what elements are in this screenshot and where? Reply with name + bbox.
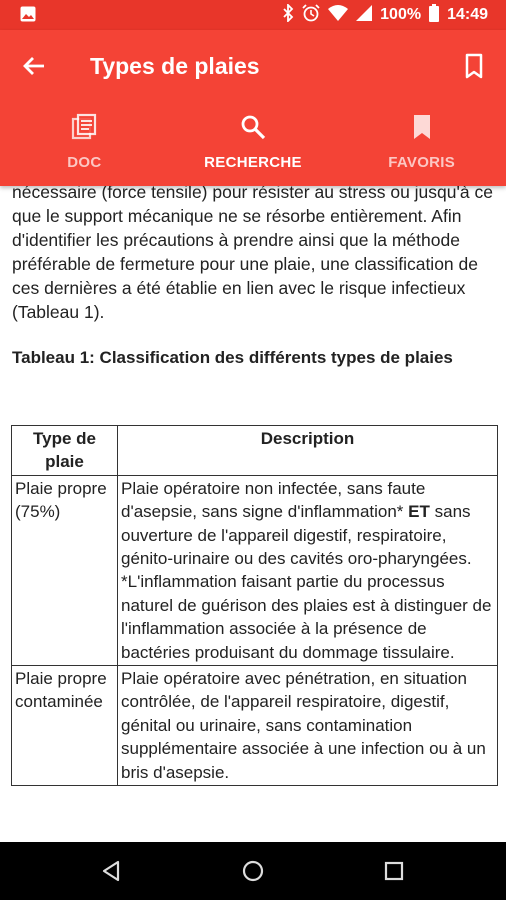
header-type: Type de plaie (12, 426, 118, 476)
triangle-back-icon (98, 857, 126, 885)
body-paragraph: nécessaire (force tensile) pour résister au stress ou jusqu'à ce que le support mécanique ne se résorbe entièrement. Afin d'identifier les précautions à prendre ainsi que la méthode préférable de fermeture pour une plaie, une classification de ces dernières a été établie en lien avec le risque infectieux (Tableau 1). (12, 186, 493, 322)
back-button[interactable] (18, 50, 50, 82)
status-bar (0, 0, 506, 30)
desc-emphasis: ET (408, 502, 430, 522)
tab-favoris[interactable] (337, 106, 506, 186)
square-recents-icon (380, 857, 408, 885)
classification-table (11, 425, 498, 786)
header-description: Description (118, 426, 498, 476)
app-bar (0, 30, 506, 186)
tab-bar (0, 106, 506, 186)
cell-description (118, 666, 498, 786)
bookmark-outline-icon (458, 50, 490, 82)
bookmark-icon (407, 112, 437, 142)
nav-recents-button[interactable] (380, 857, 408, 885)
document-content[interactable] (0, 186, 506, 842)
circle-home-icon (239, 857, 267, 885)
table-title: Tableau 1: Classification des différents types de plaies (12, 348, 453, 367)
wifi-icon (328, 5, 348, 26)
tab-recherche-label: RECHERCHE (204, 154, 302, 171)
desc-text: Plaie opératoire avec pénétration, en situation contrôlée, de l'appareil respiratoire, digestif, génital ou urinaire, sans contamination supplémentaire associée à une infection ou à un bris d'asepsie. (121, 669, 486, 782)
page-title: Types de plaies (90, 53, 260, 79)
cell-description (118, 475, 498, 665)
battery-icon (429, 4, 439, 27)
document-icon (69, 112, 99, 142)
image-notification-icon (20, 6, 36, 27)
table-header-row (12, 426, 498, 476)
cell-type: Plaie propre (75%) (12, 475, 118, 665)
tab-recherche[interactable] (169, 106, 338, 186)
bluetooth-icon (282, 4, 294, 27)
table-row (12, 475, 498, 665)
arrow-back-icon (18, 50, 50, 82)
search-icon (238, 112, 268, 142)
cell-type: Plaie propre contaminée (12, 666, 118, 786)
desc-text: sans ouverture de l'appareil digestif, respiratoire, génito-urinaire ou des cavités oro-pharyngées. *L'inflammation faisant partie du processus naturel de guérison des plaies est à distinguer de l'inflammation associée à la présence de bactéries produisant du dommage tissulaire. (121, 502, 492, 662)
bookmark-button[interactable] (458, 50, 490, 82)
tab-doc[interactable] (0, 106, 169, 186)
tab-favoris-label: FAVORIS (388, 154, 456, 171)
nav-home-button[interactable] (239, 857, 267, 885)
tab-doc-label: DOC (67, 154, 102, 171)
signal-icon (356, 5, 372, 26)
navigation-bar (0, 842, 506, 900)
alarm-icon (302, 4, 320, 27)
desc-text: Plaie opératoire non infectée, sans faute d'asepsie, sans signe d'inflammation* (121, 478, 426, 522)
table-row (12, 666, 498, 786)
clock-time: 14:49 (447, 6, 488, 23)
battery-percent: 100% (380, 6, 422, 23)
nav-back-button[interactable] (98, 857, 126, 885)
